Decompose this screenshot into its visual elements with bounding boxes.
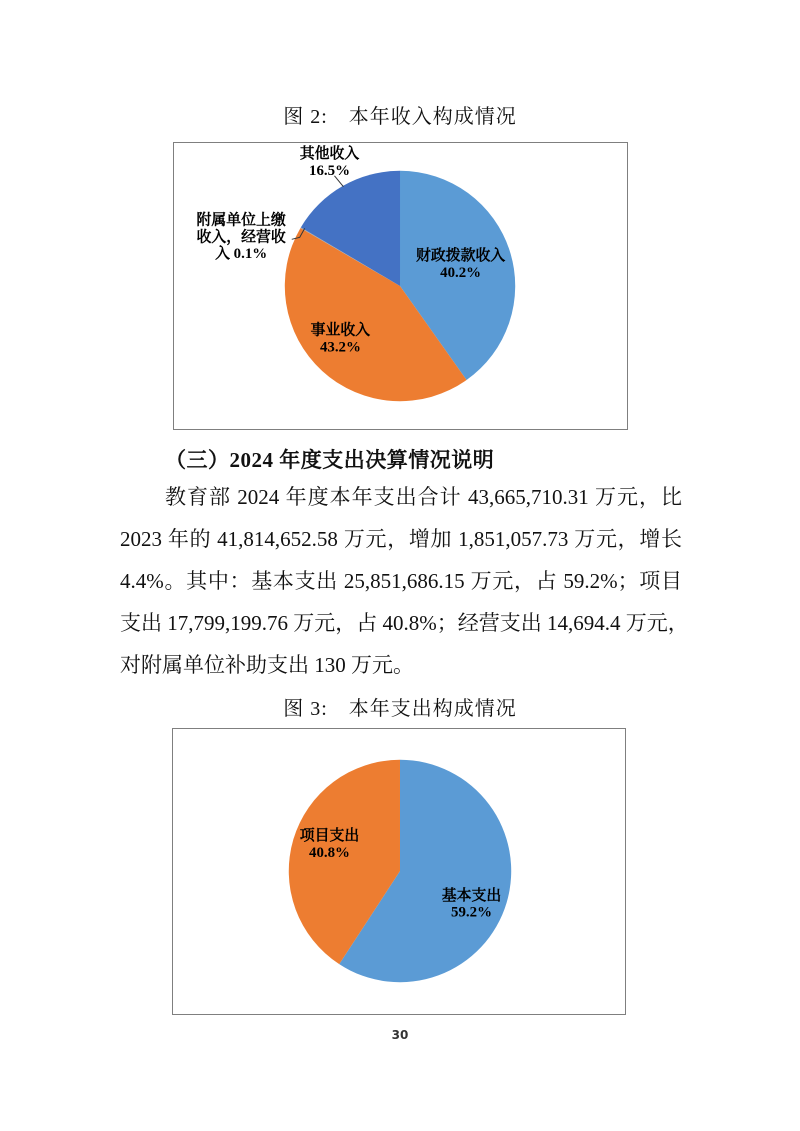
business-income-label: 43.2% (319, 339, 361, 356)
basic-expenditure-label: 基本支出 (441, 887, 502, 904)
other-income-label: 其他收入 (299, 145, 360, 162)
affiliated-remitted-and-operating-income-label: 入 0.1% (215, 246, 268, 263)
figure2-caption: 图 2: 本年收入构成情况 (283, 106, 517, 128)
income-pie-chart (174, 143, 627, 429)
paragraph-line: 对附属单位补助支出 130 万元。 (120, 653, 414, 677)
project-expenditure-label: 项目支出 (299, 828, 360, 845)
body-paragraph (120, 476, 689, 686)
fiscal-appropriation-income-label: 财政拨款收入 (415, 248, 506, 265)
section-heading: （三）2024 年度支出决算情况说明 (165, 448, 495, 472)
other-income-label: 16.5% (309, 162, 350, 179)
affiliated-remitted-and-operating-income-label: 附属单位上缴 (196, 212, 286, 229)
paragraph-line: 支出 17,799,199.76 万元，占 40.8%；经营支出 14,694.4 万元， (120, 611, 689, 635)
paragraph-line: 教育部 2024 年度本年支出合计 43,665,710.31 万元，比 (165, 485, 682, 509)
affiliated-remitted-and-operating-income-label: 收入，经营收 (196, 229, 286, 246)
business-income-label: 事业收入 (310, 322, 371, 339)
expenditure-pie-chart (173, 729, 625, 1014)
expenditure-pie-chart-frame (172, 728, 626, 1015)
figure3-caption: 图 3: 本年支出构成情况 (283, 698, 517, 720)
paragraph-line: 2023 年的 41,814,652.58 万元，增加 1,851,057.73 万元，增长 (120, 527, 682, 551)
income-pie-chart-frame (173, 142, 628, 430)
page-number: 30 (391, 1028, 409, 1042)
project-expenditure-label: 40.8% (309, 845, 350, 862)
basic-expenditure-label: 59.2% (451, 904, 492, 921)
fiscal-appropriation-income-label: 40.2% (440, 265, 482, 282)
paragraph-line: 4.4%。其中：基本支出 25,851,686.15 万元，占 59.2%；项目 (120, 569, 682, 593)
